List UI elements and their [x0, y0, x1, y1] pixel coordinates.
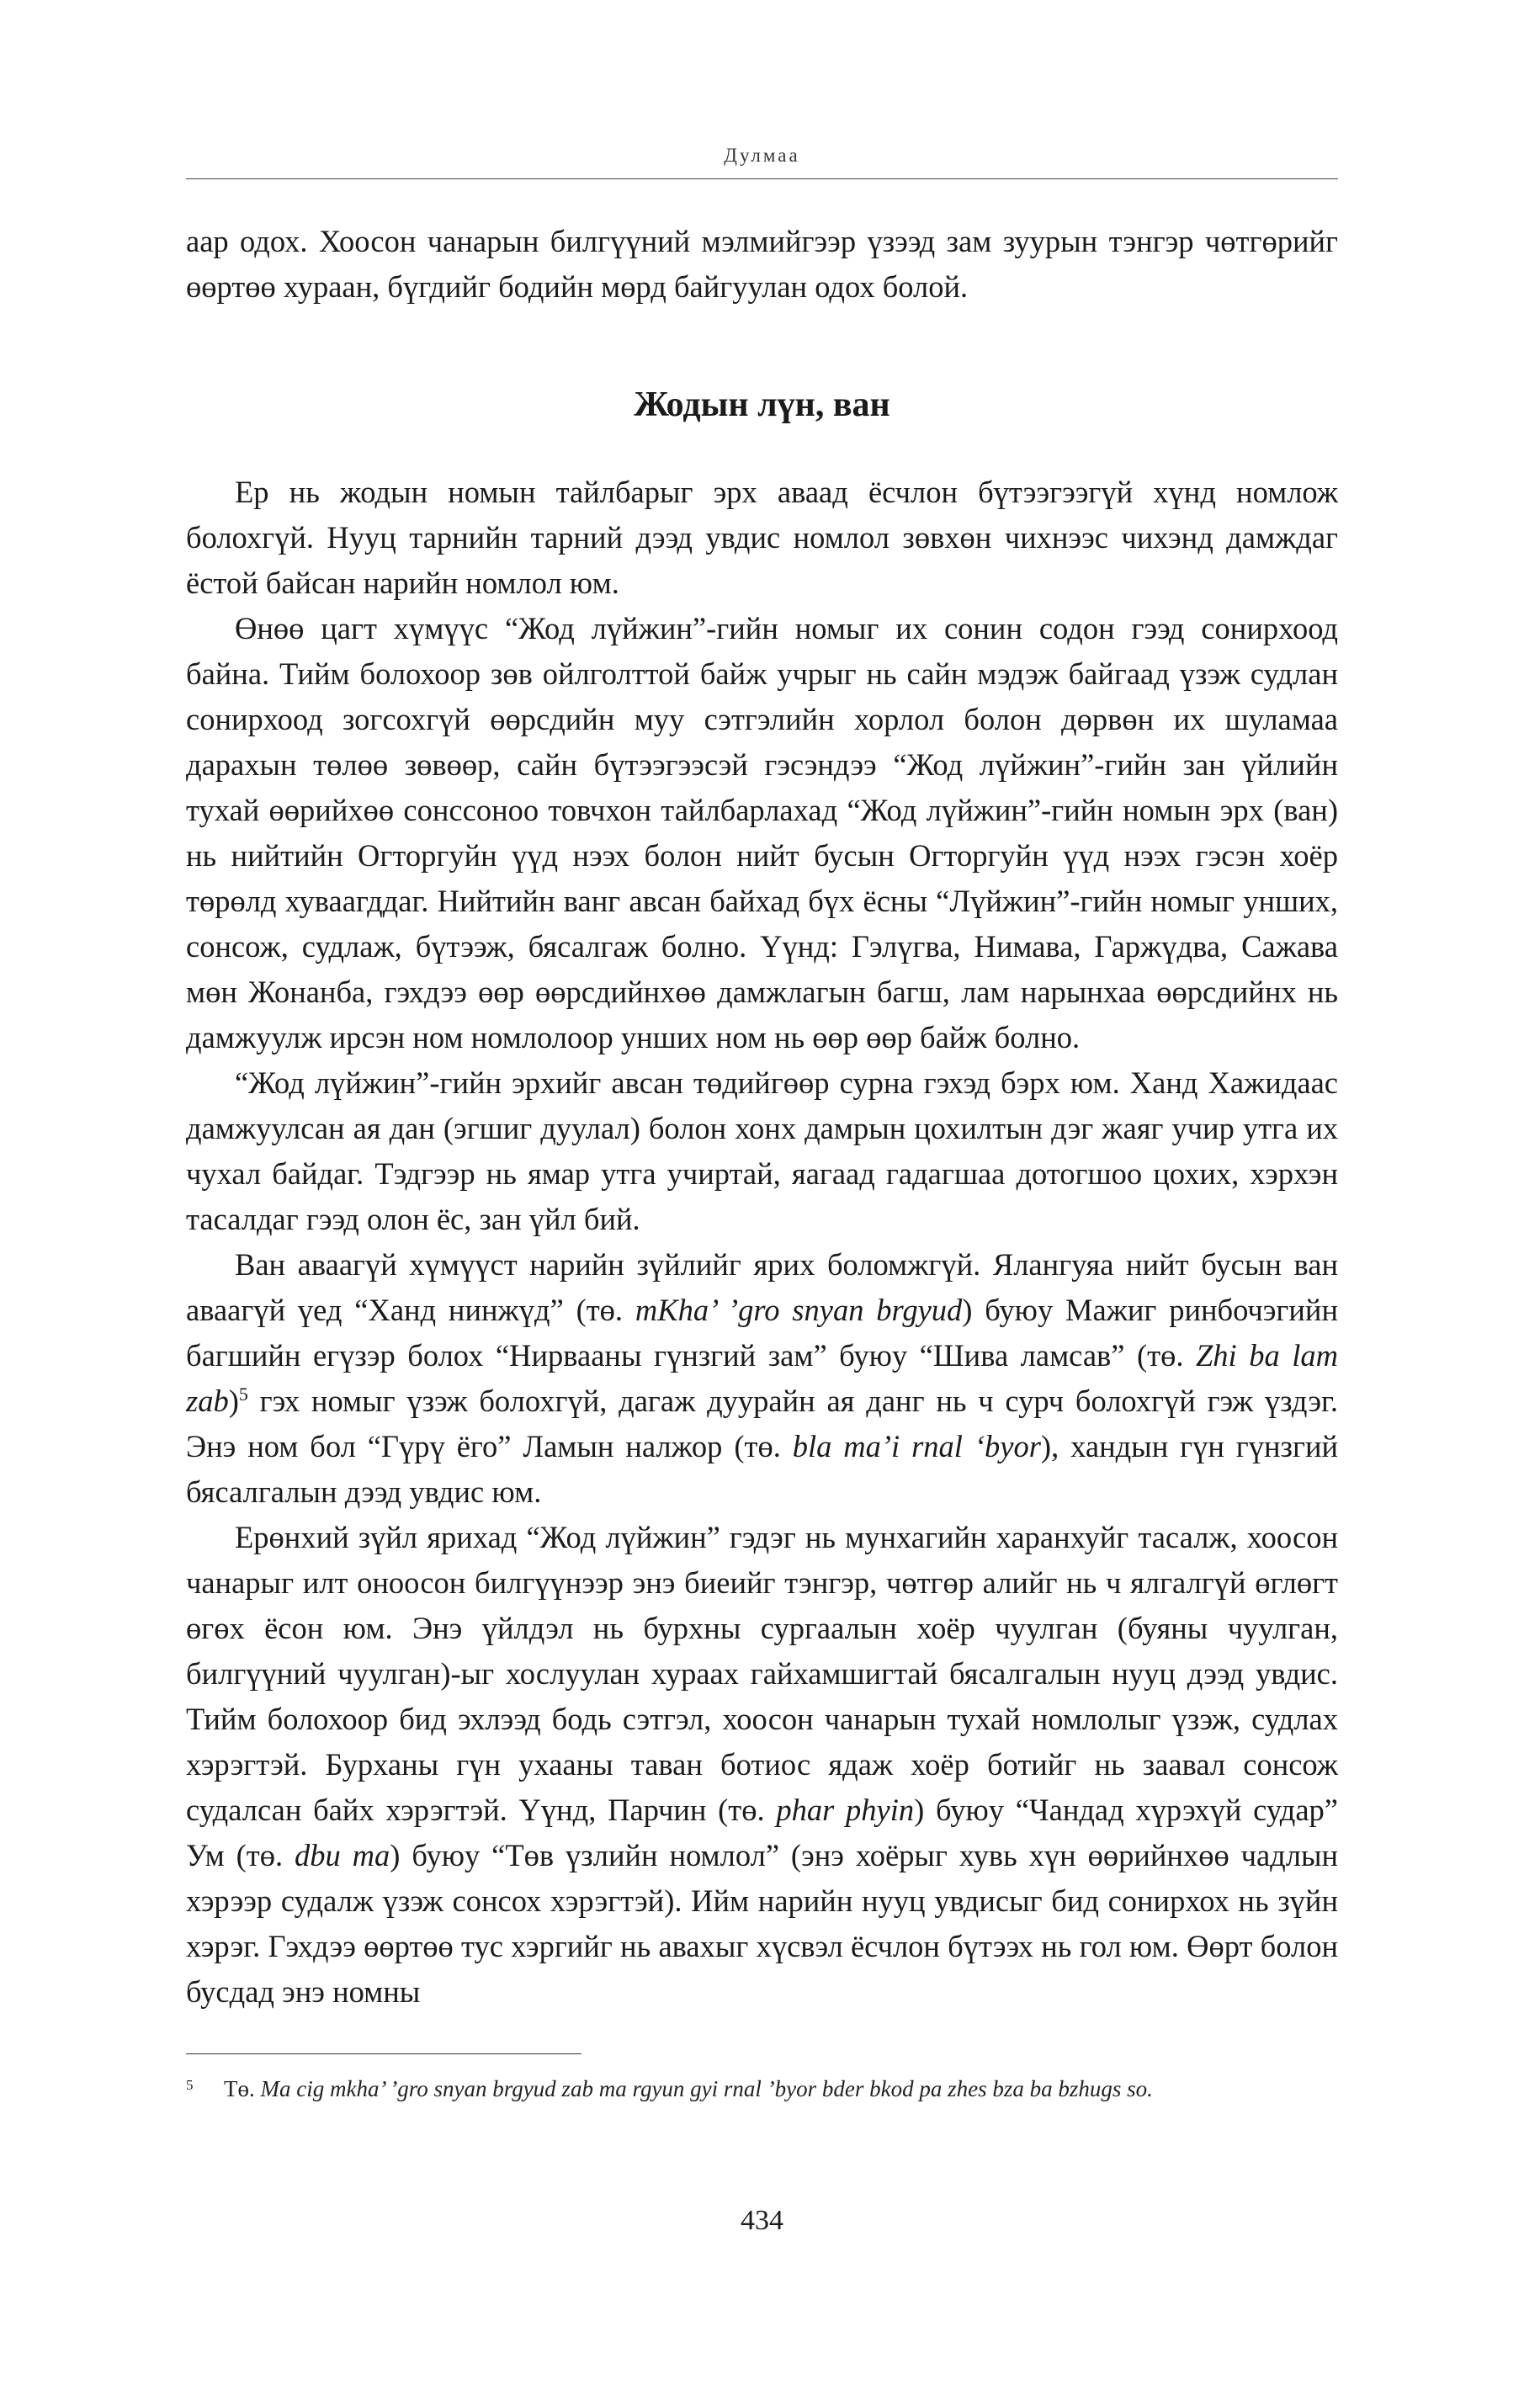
- footnote-rule: [186, 2053, 581, 2054]
- section-heading: Жодын лүн, ван: [634, 385, 890, 424]
- tibetan-term: dbu ma: [295, 1838, 390, 1872]
- footnote-marker: 5: [238, 1383, 248, 1405]
- tibetan-term: phar phyin: [776, 1793, 915, 1827]
- text-run: ): [228, 1384, 239, 1418]
- page-number: 434: [741, 2205, 783, 2236]
- footnote-number: 5: [186, 2077, 194, 2093]
- text-run: ) буюу “Төв үзлийн номлол” (энэ хоёрыг хувь хүн өөрийнхөө чадлын хэрээр судалж үзэж сонсох хэрэгтэй). Ийм нарийн нууц увдисыг бид сонирхох нь зүйн хэрэг. Гэхдээ өөртөө тус хэргийг нь авахыг хүсвэл ёсчлон бүтээх нь гол юм. Өөрт болон бусдад энэ номны: [186, 1838, 1339, 2009]
- paragraph-continued: аар одох. Хоосон чанарын билгүүний мэлмийгээр үзээд зам зуурын тэнгэр чөтгөрийг өөртөө хураан, бүгдийг бодийн мөрд байгуулан одох болой.: [186, 224, 1338, 304]
- footnote-prefix: Тө.: [224, 2076, 261, 2101]
- paragraph-4: [186, 1242, 1338, 1515]
- paragraph-3: “Жод лүйжин”-гийн эрхийг авсан төдийгөөр сурна гэхэд бэрх юм. Ханд Хажидаас дамжуулсан ая дан (эгшиг дуулал) болон хонх дамрын цохилтын дэг жаяг учир утга их чухал байдаг. Тэдгээр нь ямар утга учиртай, яагаад гадагшаа дотогшоо цохих, хэрхэн тасалдаг гээд олон ёс, зан үйл бий.: [186, 1065, 1338, 1236]
- paragraph-5: [186, 1515, 1338, 2015]
- tibetan-term: Zhi ba lam zab: [186, 1338, 1338, 1418]
- tibetan-term: bla ma’i rnal ‘byor: [792, 1429, 1041, 1463]
- header-rule: [186, 178, 1338, 179]
- text-run: ) буюу “Чандад хүрэхүй судар” Ум (тө.: [186, 1793, 1338, 1872]
- running-header: Дулмаа: [724, 145, 800, 166]
- text-run: ) буюу Мажиг ринбочэгийн багшийн егүзэр болох “Нирвааны гүнзгий зам” буюу “Шива ламсав” (тө.: [186, 1293, 1338, 1373]
- footnote-title: Ma cig mkha’ ’gro snyan brgyud zab ma rgyun gyi rnal ’byor bder bkod pa zhes bza ba bzhugs so.: [260, 2076, 1153, 2101]
- footnote: [186, 2072, 1338, 2106]
- paragraph-2: Өнөө цагт хүмүүс “Жод лүйжин”-гийн номыг их сонин содон гээд сонирхоод байна. Тийм болохоор зөв ойлголттой байж учрыг нь сайн мэдэж байгаад үзэж судлан сонирхоод зогсохгүй өөрсдийн муу сэтгэлийн хорлол болон дөрвөн их шуламаа дарахын төлөө зөвөөр, сайн бүтээгээсэй гэсэндээ “Жод лүйжин”-гийн зан үйлийн тухай өөрийхөө сонссоноо товчхон тайлбарлахад “Жод лүйжин”-гийн номын эрх (ван) нь нийтийн Огторгуйн үүд нээх болон нийт бусын Огторгуйн үүд нээх гэсэн хоёр төрөлд хуваагддаг. Нийтийн ванг авсан байхад бүх ёсны “Лүйжин”-гийн номыг унших, сонсож, судлаж, бүтээж, бясалгаж болно. Үүнд: Гэлүгва, Нимава, Гаржүдва, Сажава мөн Жонанба, гэхдээ өөр өөрсдийнхөө дамжлагын багш, лам нарынхаа өөрсдийнх нь дамжуулж ирсэн ном номлолоор унших ном нь өөр өөр байж болно.: [186, 611, 1338, 1054]
- footnote-text: [224, 2072, 1338, 2106]
- body-text: [186, 219, 1338, 2015]
- paragraph-1: Ер нь жодын номын тайлбарыг эрх аваад ёсчлон бүтээгээгүй хүнд номлож болохгүй. Нууц тарнийн тарний дээд увдис номлол зөвхөн чихнээс чихэнд дамждаг ёстой байсан нарийн номлол юм.: [186, 475, 1338, 600]
- text-run: ), хандын гүн гүнзгий бясалгалын дээд увдис юм.: [186, 1429, 1339, 1509]
- text-run: Ерөнхий зүйл ярихад “Жод лүйжин” гэдэг нь мунхагийн харанхуйг тасалж, хоосон чанарыг илт оноосон билгүүнээр энэ биеийг тэнгэр, чөтгөр алийг нь ч ялгалгүй өглөгт өгөх ёсон юм. Энэ үйлдэл нь бурхны сургаалын хоёр чуулган (буяны чуулган, билгүүний чуулган)-ыг хослуулан хураах гайхамшигтай бясалгалын нууц дээд увдис. Тийм болохоор бид эхлээд бодь сэтгэл, хоосон чанарын тухай номлолыг үзэж, судлах хэрэгтэй. Бурханы гүн ухааны таван ботиос ядаж хоёр ботийг нь заавал сонсож судалсан байх хэрэгтэй. Үүнд, Парчин (тө.: [186, 1520, 1338, 1827]
- text-run: Ван аваагүй хүмүүст нарийн зүйлийг ярих боломжгүй. Ялангуяа нийт бусын ван аваагүй үед “Ханд нинжүд” (тө.: [186, 1247, 1338, 1327]
- text-run: гэх номыг үзэж болохгүй, дагаж дуурайн ая данг нь ч сурч болохгүй гэж үздэг. Энэ ном бол “Гүрү ёго” Ламын налжор (тө.: [186, 1384, 1338, 1463]
- tibetan-term: mKha’ ’gro snyan brgyud: [635, 1293, 963, 1327]
